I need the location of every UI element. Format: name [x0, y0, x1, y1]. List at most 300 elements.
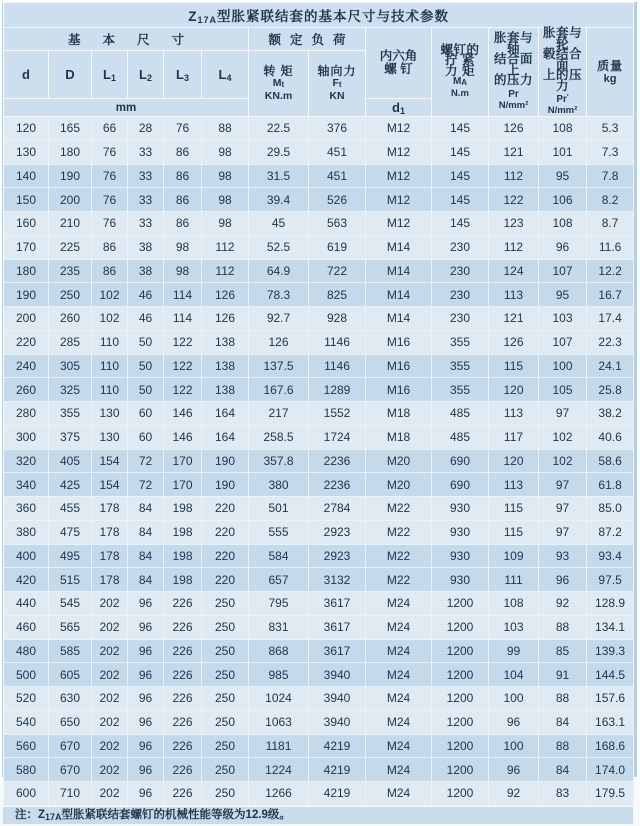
table-cell: 585	[49, 639, 92, 663]
table-cell: 31.5	[249, 164, 309, 188]
table-cell: 22.3	[587, 330, 634, 354]
table-cell: 520	[4, 687, 49, 711]
table-cell: 120	[489, 449, 539, 473]
col-header-L1: $L_1$	[92, 51, 128, 99]
table-row	[4, 212, 634, 236]
table-cell: 145	[432, 117, 489, 141]
table-cell: 168.6	[587, 734, 634, 758]
table-cell: M24	[366, 687, 432, 711]
table-cell: 795	[249, 592, 309, 616]
table-cell: 88	[539, 687, 587, 711]
table-cell: 88	[539, 734, 587, 758]
table-cell: 545	[49, 592, 92, 616]
table-cell: M24	[366, 592, 432, 616]
table-cell: 109	[489, 544, 539, 568]
table-cell: 22.5	[249, 117, 309, 141]
table-cell: 107	[539, 259, 587, 283]
table-cell: 2923	[309, 544, 366, 568]
table-cell: 29.5	[249, 140, 309, 164]
table-cell: 122	[489, 188, 539, 212]
table-row	[4, 544, 634, 568]
symbol-Pr: Pr	[508, 88, 519, 100]
table-cell: 165	[49, 117, 92, 141]
table-cell: 61.8	[587, 473, 634, 497]
table-cell: M18	[366, 402, 432, 426]
footnote: 注：$Z_{17A}$型胀紧联结套螺钉的机械性能等级为12.9级。	[3, 807, 633, 824]
table-cell: 930	[432, 497, 489, 521]
table-cell: 86	[92, 259, 128, 283]
table-cell: 96	[489, 758, 539, 782]
table-cell: 485	[432, 402, 489, 426]
table-cell: 670	[49, 734, 92, 758]
table-cell: 605	[49, 663, 92, 687]
table-cell: 97	[539, 520, 587, 544]
table-row	[4, 639, 634, 663]
table-cell: 114	[164, 307, 202, 331]
table-cell: 3940	[309, 687, 366, 711]
table-cell: 38	[128, 235, 164, 259]
table-cell: 137.5	[249, 354, 309, 378]
table-cell: 60	[128, 402, 164, 426]
table-row	[4, 402, 634, 426]
table-cell: 50	[128, 378, 164, 402]
table-cell: 565	[49, 615, 92, 639]
table-row	[4, 140, 634, 164]
table-cell: 220	[202, 497, 249, 521]
table-cell: 485	[432, 425, 489, 449]
table-row	[4, 782, 634, 806]
table-cell: 240	[4, 354, 49, 378]
table-cell: 84	[128, 497, 164, 521]
table-cell: 98	[202, 140, 249, 164]
table-row	[4, 615, 634, 639]
table-cell: 540	[4, 710, 49, 734]
table-cell: 4219	[309, 734, 366, 758]
unit-kg: kg	[603, 72, 617, 85]
table-cell: 112	[202, 235, 249, 259]
table-cell: 101	[539, 140, 587, 164]
table-cell: 84	[128, 520, 164, 544]
table-cell: 260	[4, 378, 49, 402]
table-cell: 86	[92, 235, 128, 259]
table-cell: 86	[164, 164, 202, 188]
table-cell: M24	[366, 710, 432, 734]
table-cell: 170	[4, 235, 49, 259]
table-cell: 4219	[309, 758, 366, 782]
header-basic-dimensions: 基本尺寸	[4, 28, 249, 51]
table-cell: 16.7	[587, 283, 634, 307]
table-cell: M24	[366, 758, 432, 782]
table-cell: 360	[4, 497, 49, 521]
table-cell: 122	[164, 378, 202, 402]
table-cell: 130	[92, 425, 128, 449]
table-cell: 250	[202, 710, 249, 734]
col-header-d: d	[4, 51, 49, 99]
table-cell: 85.0	[587, 497, 634, 521]
table-cell: M24	[366, 782, 432, 806]
table-cell: 93.4	[587, 544, 634, 568]
table-row	[4, 378, 634, 402]
table-cell: 7.8	[587, 164, 634, 188]
table-cell: M24	[366, 615, 432, 639]
table-cell: 110	[92, 330, 128, 354]
table-cell: 355	[432, 354, 489, 378]
table-cell: 930	[432, 568, 489, 592]
table-cell: 2236	[309, 449, 366, 473]
table-cell: 97	[539, 473, 587, 497]
table-cell: 100	[489, 734, 539, 758]
table-cell: 220	[4, 330, 49, 354]
table-cell: 130	[4, 140, 49, 164]
table-cell: M14	[366, 283, 432, 307]
table-cell: 226	[164, 710, 202, 734]
table-cell: 8.7	[587, 212, 634, 236]
table-cell: M14	[366, 307, 432, 331]
table-cell: 722	[309, 259, 366, 283]
col-header-D: D	[49, 51, 92, 99]
table-cell: M12	[366, 164, 432, 188]
mass-label: 质量	[597, 58, 624, 73]
col-header-L2: $L_2$	[128, 51, 164, 99]
symbol-Ft: $F_t$	[332, 77, 342, 89]
table-cell: 96	[128, 592, 164, 616]
table-cell: 97	[539, 497, 587, 521]
table-cell: 451	[309, 140, 366, 164]
table-cell: 226	[164, 592, 202, 616]
table-cell: 76	[92, 212, 128, 236]
table-cell: 96	[128, 758, 164, 782]
table-cell: 2784	[309, 497, 366, 521]
table-cell: 108	[489, 592, 539, 616]
table-cell: 84	[539, 758, 587, 782]
title-row	[4, 3, 634, 28]
table-cell: 78.3	[249, 283, 309, 307]
unit-KNm: KN.m	[264, 90, 293, 102]
title-subscript: 17A	[197, 15, 217, 25]
table-row	[4, 710, 634, 734]
table-cell: 146	[164, 425, 202, 449]
table-cell: 145	[432, 140, 489, 164]
table-cell: 12.2	[587, 259, 634, 283]
table-cell: 38	[128, 259, 164, 283]
table-cell: M22	[366, 568, 432, 592]
table-cell: 107	[539, 330, 587, 354]
table-cell: 84	[128, 568, 164, 592]
table-cell: 3617	[309, 639, 366, 663]
table-cell: 584	[249, 544, 309, 568]
table-cell: 95	[539, 164, 587, 188]
header-torque: 转 矩 $M_t$ KN.m	[249, 51, 309, 117]
table-cell: 380	[4, 520, 49, 544]
table-cell: 260	[49, 307, 92, 331]
table-cell: 250	[202, 758, 249, 782]
table-cell: 122	[164, 354, 202, 378]
table-cell: 1200	[432, 710, 489, 734]
table-cell: 5.3	[587, 117, 634, 141]
table-cell: M20	[366, 449, 432, 473]
table-cell: 88	[202, 117, 249, 141]
table-cell: M16	[366, 354, 432, 378]
table-cell: 126	[202, 283, 249, 307]
table-cell: 455	[49, 497, 92, 521]
table-cell: 425	[49, 473, 92, 497]
table-cell: 3940	[309, 710, 366, 734]
table-cell: 300	[4, 425, 49, 449]
table-cell: M24	[366, 639, 432, 663]
table-cell: 179.5	[587, 782, 634, 806]
table-cell: M14	[366, 259, 432, 283]
table-cell: 190	[202, 449, 249, 473]
table-cell: 112	[489, 164, 539, 188]
table-cell: 138	[202, 354, 249, 378]
table-cell: 226	[164, 615, 202, 639]
table-cell: 420	[4, 568, 49, 592]
table-cell: 619	[309, 235, 366, 259]
table-cell: 126	[202, 307, 249, 331]
table-cell: 480	[4, 639, 49, 663]
table-cell: 96	[128, 710, 164, 734]
header-mass	[587, 28, 634, 117]
table-cell: 3132	[309, 568, 366, 592]
table-cell: 160	[4, 212, 49, 236]
table-cell: 96	[128, 782, 164, 806]
col-header-L3: $L_3$	[164, 51, 202, 99]
table-cell: 930	[432, 520, 489, 544]
table-row	[4, 734, 634, 758]
table-cell: 102	[92, 307, 128, 331]
table-cell: 202	[92, 710, 128, 734]
table-cell: 96	[128, 639, 164, 663]
table-cell: 87.2	[587, 520, 634, 544]
table-row	[4, 687, 634, 711]
unit-KN: KN	[329, 90, 345, 102]
table-cell: 86	[164, 140, 202, 164]
hex-screw-line2: 螺 钉	[384, 62, 413, 76]
table-cell: 24.1	[587, 354, 634, 378]
table-cell: 84	[539, 710, 587, 734]
table-cell: 355	[432, 378, 489, 402]
table-cell: 111	[489, 568, 539, 592]
symbol-MA: $M_A$	[452, 76, 468, 88]
table-cell: 250	[202, 782, 249, 806]
table-cell: 86	[164, 188, 202, 212]
table-cell: 202	[92, 663, 128, 687]
table-cell: 1200	[432, 782, 489, 806]
table-cell: 250	[202, 663, 249, 687]
table-cell: 96	[128, 734, 164, 758]
table-cell: M14	[366, 235, 432, 259]
table-cell: 126	[489, 330, 539, 354]
table-row	[4, 449, 634, 473]
table-cell: 150	[4, 188, 49, 212]
table-cell: 163.1	[587, 710, 634, 734]
table-row	[4, 307, 634, 331]
table-cell: 1146	[309, 354, 366, 378]
table-cell: 226	[164, 687, 202, 711]
table-cell: 138	[202, 378, 249, 402]
table-cell: 108	[539, 117, 587, 141]
table-cell: 98	[202, 212, 249, 236]
table-row	[4, 425, 634, 449]
table-cell: 138	[202, 330, 249, 354]
header-axial-force: 轴向力 $F_t$ KN	[309, 51, 366, 117]
table-cell: 33	[128, 140, 164, 164]
table-cell: 357.8	[249, 449, 309, 473]
table-cell: 170	[164, 449, 202, 473]
table-cell: 86	[164, 212, 202, 236]
table-cell: 440	[4, 592, 49, 616]
table-cell: 126	[489, 117, 539, 141]
table-cell: M22	[366, 520, 432, 544]
table-row	[4, 354, 634, 378]
table-cell: 220	[202, 568, 249, 592]
table-cell: 99	[489, 639, 539, 663]
table-cell: 98	[202, 164, 249, 188]
table-cell: 92	[539, 592, 587, 616]
table-cell: 4219	[309, 782, 366, 806]
table-cell: 2236	[309, 473, 366, 497]
table-cell: 113	[489, 402, 539, 426]
table-cell: 45	[249, 212, 309, 236]
table-cell: 121	[489, 140, 539, 164]
table-cell: 98	[164, 259, 202, 283]
table-cell: 96	[489, 710, 539, 734]
table-cell: 405	[49, 449, 92, 473]
table-cell: 93	[539, 544, 587, 568]
table-cell: 320	[4, 449, 49, 473]
table-cell: 98	[202, 188, 249, 212]
table-cell: 102	[539, 449, 587, 473]
table-row	[4, 188, 634, 212]
table-cell: 72	[128, 449, 164, 473]
table-cell: 220	[202, 544, 249, 568]
table-cell: 226	[164, 639, 202, 663]
table-cell: 96	[539, 235, 587, 259]
table-cell: 92.7	[249, 307, 309, 331]
table-cell: 355	[432, 330, 489, 354]
table-cell: 97	[539, 402, 587, 426]
table-cell: 110	[92, 378, 128, 402]
table-row	[4, 283, 634, 307]
table-cell: 106	[539, 188, 587, 212]
table-cell: 1024	[249, 687, 309, 711]
table-cell: 1200	[432, 663, 489, 687]
table-row	[4, 568, 634, 592]
table-cell: 170	[164, 473, 202, 497]
table-cell: 202	[92, 639, 128, 663]
table-cell: 180	[49, 140, 92, 164]
table-cell: 85	[539, 639, 587, 663]
table-row	[4, 259, 634, 283]
table-cell: 145	[432, 188, 489, 212]
table-cell: 180	[4, 259, 49, 283]
table-cell: 376	[309, 117, 366, 141]
table-cell: 33	[128, 188, 164, 212]
table-cell: 217	[249, 402, 309, 426]
table-cell: 690	[432, 473, 489, 497]
table-cell: 630	[49, 687, 92, 711]
header-rated-load: 额定负荷	[249, 28, 366, 51]
table-cell: 121	[489, 307, 539, 331]
table-cell: 1200	[432, 734, 489, 758]
table-cell: M24	[366, 663, 432, 687]
table-cell: 39.4	[249, 188, 309, 212]
table-cell: 76	[92, 164, 128, 188]
header-tightening-torque: 螺钉的 拧 紧 力 矩 $M_A$ N.m	[432, 28, 489, 117]
table-cell: 130	[92, 402, 128, 426]
table-cell: 250	[202, 639, 249, 663]
unit-N-mm2: N/mm²	[547, 105, 578, 116]
table-row	[4, 473, 634, 497]
table-cell: 122	[164, 330, 202, 354]
table-cell: 198	[164, 520, 202, 544]
table-cell: 115	[489, 497, 539, 521]
table-cell: 560	[4, 734, 49, 758]
table-cell: 1224	[249, 758, 309, 782]
table-cell: 190	[49, 164, 92, 188]
table-cell: 235	[49, 259, 92, 283]
table-cell: 230	[432, 259, 489, 283]
table-cell: 105	[539, 378, 587, 402]
table-cell: 103	[539, 307, 587, 331]
table-cell: 325	[49, 378, 92, 402]
title-prefix: Z	[188, 9, 198, 24]
table-cell: 400	[4, 544, 49, 568]
table-cell: 220	[202, 520, 249, 544]
table-cell: 115	[489, 520, 539, 544]
table-cell: 96	[128, 687, 164, 711]
table-cell: 280	[4, 402, 49, 426]
table-row	[4, 330, 634, 354]
table-cell: 226	[164, 782, 202, 806]
table-cell: 33	[128, 212, 164, 236]
table-cell: 7.3	[587, 140, 634, 164]
table-cell: 600	[4, 782, 49, 806]
table-cell: 202	[92, 592, 128, 616]
table-cell: 1266	[249, 782, 309, 806]
table-cell: 226	[164, 734, 202, 758]
table-cell: 92	[489, 782, 539, 806]
table-cell: 285	[49, 330, 92, 354]
table-cell: 475	[49, 520, 92, 544]
table-cell: 202	[92, 758, 128, 782]
table-cell: 28	[128, 117, 164, 141]
table-cell: 3617	[309, 615, 366, 639]
table-cell: 198	[164, 497, 202, 521]
table-cell: 146	[164, 402, 202, 426]
table-cell: 76	[164, 117, 202, 141]
table-cell: 526	[309, 188, 366, 212]
table-cell: 113	[489, 473, 539, 497]
table-cell: 340	[4, 473, 49, 497]
table-cell: 96	[128, 663, 164, 687]
table-cell: 930	[432, 544, 489, 568]
table-cell: 140	[4, 164, 49, 188]
table-cell: 825	[309, 283, 366, 307]
table-cell: 190	[4, 283, 49, 307]
table-cell: M22	[366, 544, 432, 568]
table-row	[4, 497, 634, 521]
table-cell: 710	[49, 782, 92, 806]
table-cell: 3617	[309, 592, 366, 616]
table-cell: 72	[128, 473, 164, 497]
unit-N-mm2: N/mm²	[498, 99, 529, 111]
table-cell: 375	[49, 425, 92, 449]
table-cell: M24	[366, 734, 432, 758]
table-cell: 95	[539, 283, 587, 307]
table-cell: 11.6	[587, 235, 634, 259]
table-cell: M12	[366, 140, 432, 164]
